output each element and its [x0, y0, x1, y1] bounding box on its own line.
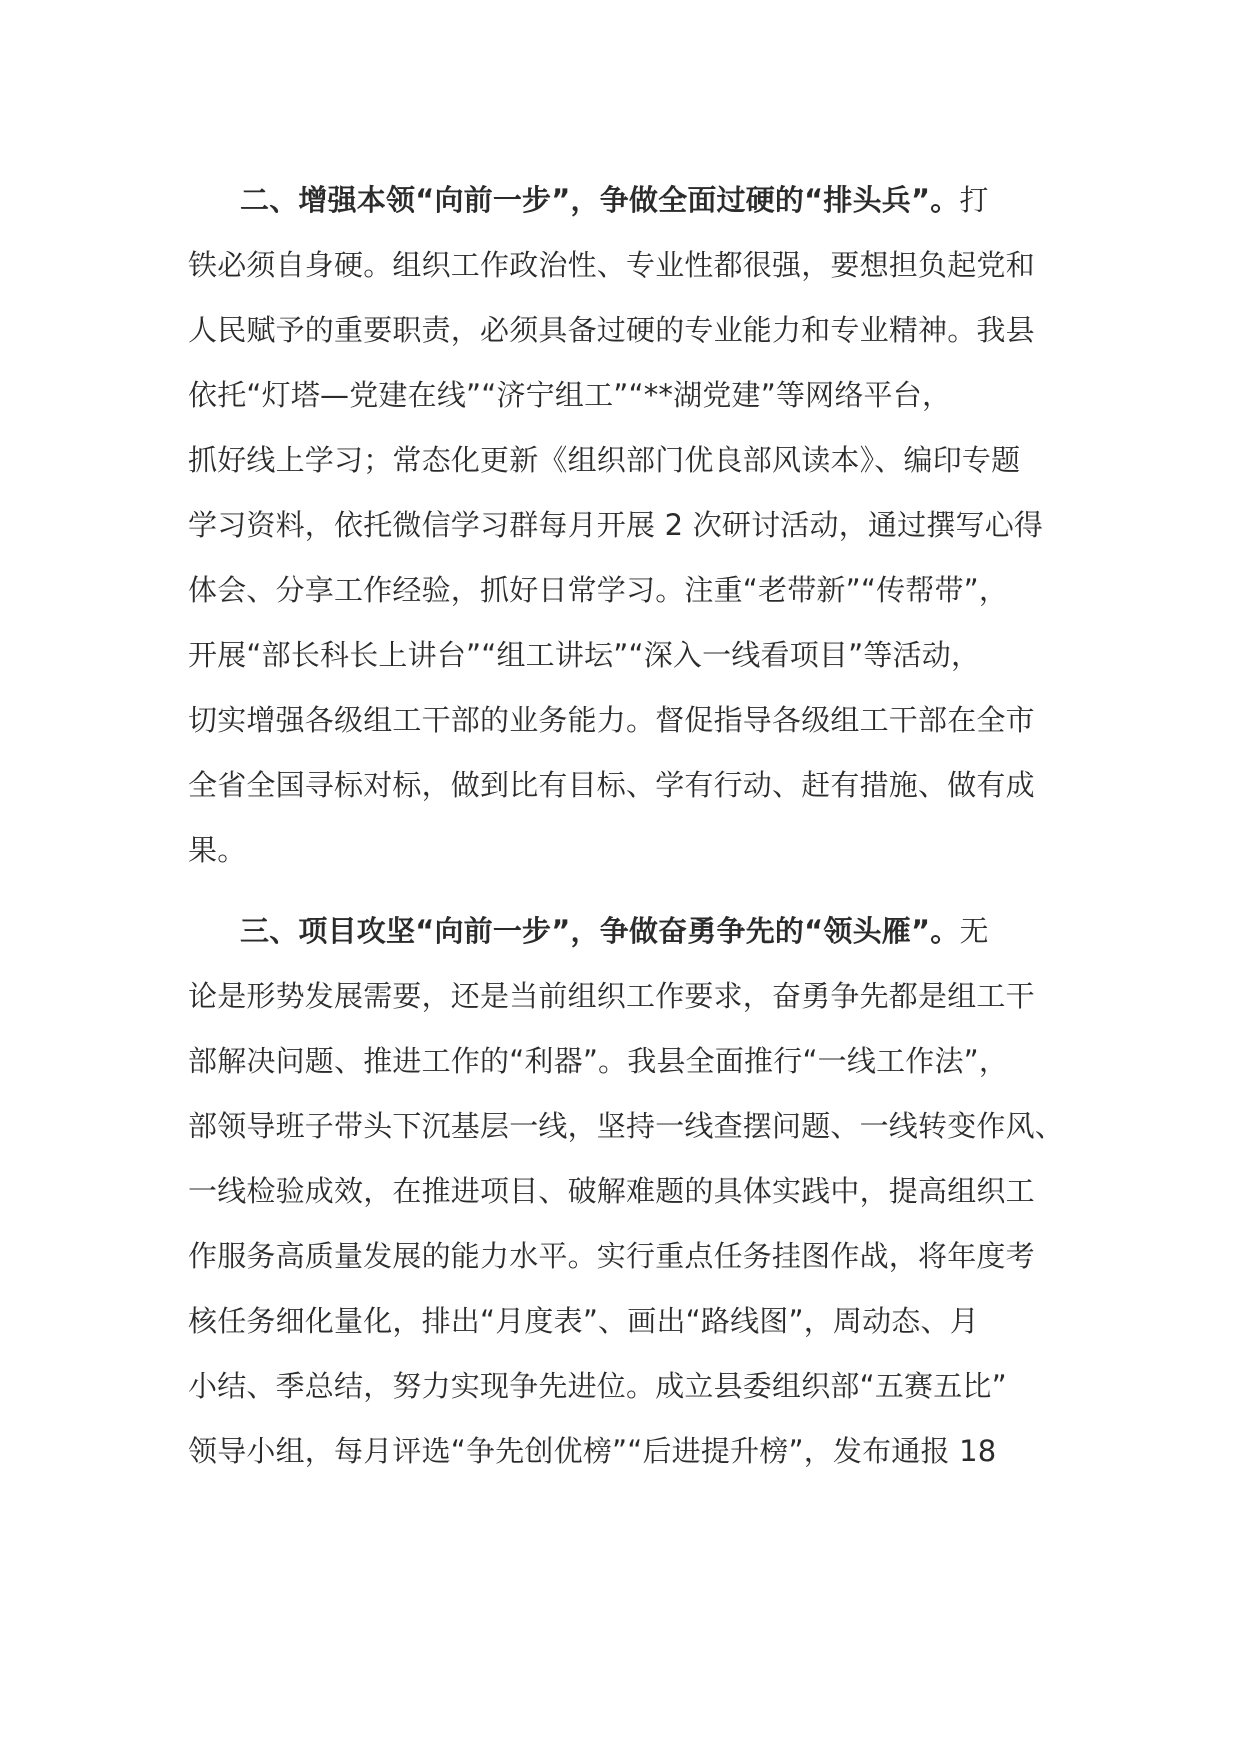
section-3-paragraph [188, 899, 1068, 1484]
paragraph-line: 核任务细化量化，排出“月度表”、画出“路线图”，周动态、月 [188, 1304, 979, 1338]
section-2-heading: 二、增强本领“向前一步”，争做全面过硬的“排头兵”。 [240, 183, 960, 217]
paragraph-line: 切实增强各级组工干部的业务能力。督促指导各级组工干部在全市 [188, 703, 1035, 737]
paragraph-line [188, 168, 1068, 233]
paragraph-line: 果。 [188, 833, 247, 867]
paragraph-line: 部领导班子带头下沉基层一线，坚持一线查摆问题、一线转变作风、 [188, 1109, 1065, 1143]
paragraph-line: 铁必须自身硬。组织工作政治性、专业性都很强，要想担负起党和 [188, 248, 1035, 282]
paragraph-line: 抓好线上学习；常态化更新《组织部门优良部风读本》、编印专题 [188, 443, 1021, 477]
paragraph-line: 作服务高质量发展的能力水平。实行重点任务挂图作战，将年度考 [188, 1239, 1035, 1273]
section-2-paragraph [188, 168, 1068, 883]
paragraph-text: 打 [959, 183, 989, 217]
paragraph-text: 无 [959, 914, 989, 948]
paragraph-line: 人民赋予的重要职责，必须具备过硬的专业能力和专业精神。我县 [188, 313, 1035, 347]
paragraph-line: 依托“灯塔—党建在线”“济宁组工”“**湖党建”等网络平台， [188, 378, 952, 412]
section-3-heading: 三、项目攻坚“向前一步”，争做奋勇争先的“领头雁”。 [240, 914, 960, 948]
paragraph-spacing [188, 883, 1068, 899]
paragraph-line: 学习资料，依托微信学习群每月开展 2 次研讨活动，通过撰写心得 [188, 508, 1044, 542]
paragraph-line: 部解决问题、推进工作的“利器”。我县全面推行“一线工作法”， [188, 1044, 1009, 1078]
paragraph-line: 论是形势发展需要，还是当前组织工作要求，奋勇争先都是组工干 [188, 979, 1035, 1013]
paragraph-line [188, 899, 1068, 964]
paragraph-line: 领导小组，每月评选“争先创优榜”“后进提升榜”，发布通报 18 [188, 1434, 997, 1468]
paragraph-line: 开展“部长科长上讲台”“组工讲坛”“深入一线看项目”等活动， [188, 638, 981, 672]
paragraph-line: 一线检验成效，在推进项目、破解难题的具体实践中，提高组织工 [188, 1174, 1035, 1208]
paragraph-line: 体会、分享工作经验，抓好日常学习。注重“老带新”“传帮带”， [188, 573, 1009, 607]
paragraph-line: 全省全国寻标对标，做到比有目标、学有行动、赶有措施、做有成 [188, 768, 1035, 802]
paragraph-line: 小结、季总结，努力实现争先进位。成立县委组织部“五赛五比” [188, 1369, 1007, 1403]
document-body [188, 168, 1068, 1484]
